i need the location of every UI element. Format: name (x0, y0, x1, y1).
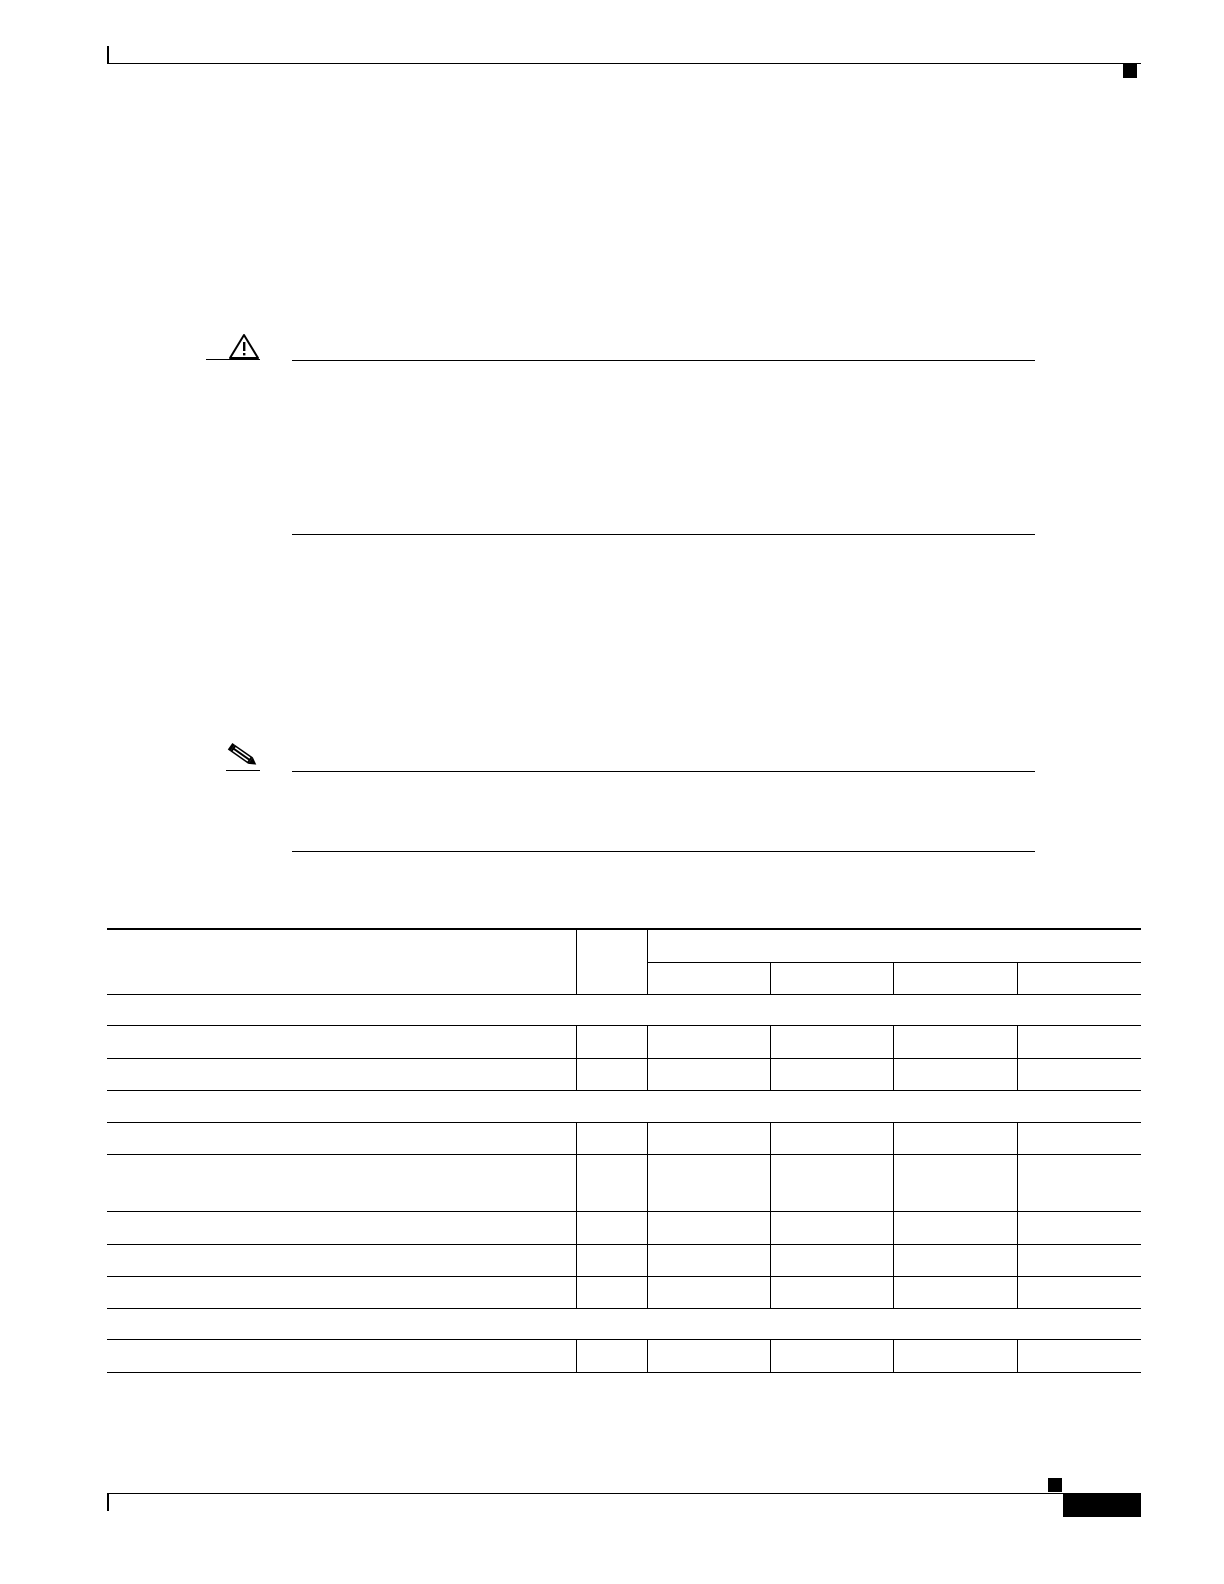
footer-marker-square (1048, 1478, 1062, 1492)
table-row (107, 1025, 1141, 1026)
note-top-rule (292, 771, 1035, 772)
table-row (107, 1276, 1141, 1277)
table-cell-divider (893, 1339, 894, 1372)
header-rule (107, 63, 1141, 64)
table-top-rule (107, 928, 1141, 930)
table-row (107, 1308, 1141, 1309)
table-header-divider (647, 928, 648, 995)
table-row (107, 1154, 1141, 1155)
table-cell-divider (1017, 1339, 1018, 1372)
table-row (107, 1244, 1141, 1245)
footer-page-tab (1063, 1493, 1141, 1517)
table-row (107, 1090, 1141, 1091)
note-pencil-icon (226, 741, 262, 771)
table-cell-divider (647, 1025, 648, 1090)
table-row (107, 1122, 1141, 1123)
caution-bottom-rule (292, 534, 1035, 535)
table-cell-divider (576, 1122, 577, 1308)
table-header-bottom-rule (107, 994, 1141, 995)
table-cell-divider (770, 1122, 771, 1308)
table-cell-divider (576, 1339, 577, 1372)
table-cell-divider (893, 1122, 894, 1308)
table-cell-divider (1017, 1025, 1018, 1090)
table-cell-divider (893, 1025, 894, 1090)
table-row (107, 1211, 1141, 1212)
caution-triangle-icon (228, 333, 260, 360)
caution-top-rule (292, 360, 1035, 361)
table-header-divider (893, 962, 894, 995)
table-row (107, 1339, 1141, 1340)
table-cell-divider (770, 1339, 771, 1372)
note-bottom-rule (292, 851, 1035, 852)
table-cell-divider (770, 1025, 771, 1090)
table-header-divider (1017, 962, 1018, 995)
table-bottom-rule (107, 1372, 1141, 1373)
table-header-divider (770, 962, 771, 995)
footer-left-tick (107, 1493, 109, 1511)
table-cell-divider (1017, 1122, 1018, 1308)
header-marker-square (1123, 64, 1137, 78)
table-cell-divider (647, 1339, 648, 1372)
table-header-subrule (648, 962, 1141, 963)
footer-rule (107, 1493, 1063, 1494)
table-row (107, 1058, 1141, 1059)
header-left-tick (107, 46, 109, 64)
data-table (107, 928, 1141, 1374)
note-icon-underline (226, 770, 260, 771)
table-cell-divider (576, 1025, 577, 1090)
table-cell-divider (647, 1122, 648, 1308)
table-header-divider (576, 928, 577, 995)
caution-icon-underline (206, 359, 260, 360)
